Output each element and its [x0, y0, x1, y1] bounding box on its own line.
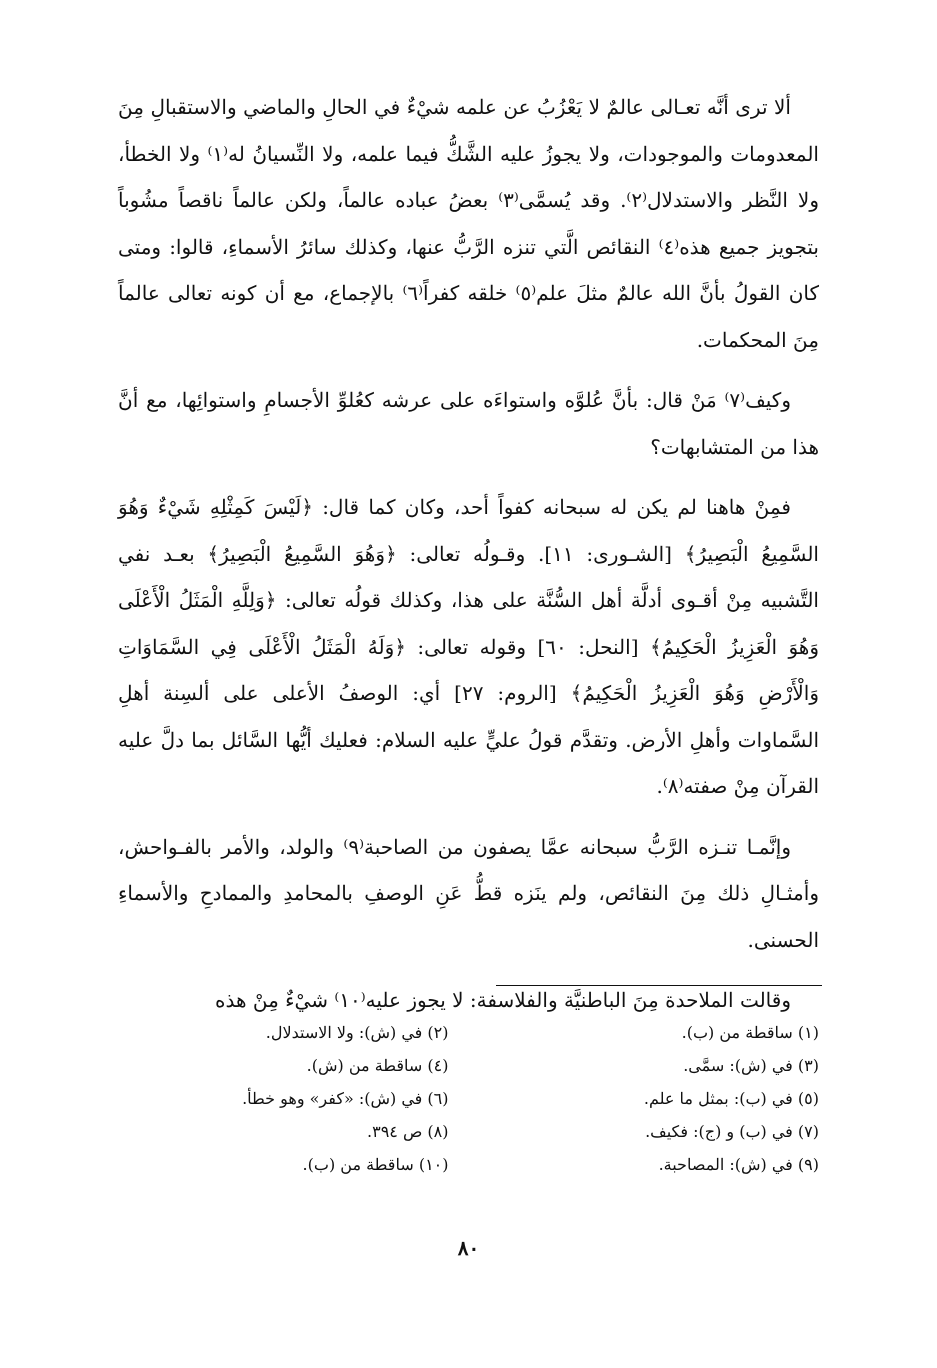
footnote-divider — [496, 985, 822, 986]
footnotes — [118, 1016, 819, 1181]
footnote-4: (٤) ساقطة من (ش). — [306, 1056, 449, 1075]
footnote-8: (٨) ص ٣٩٤. — [367, 1122, 449, 1141]
footnote-10: (١٠) ساقطة من (ب). — [302, 1155, 449, 1174]
footnote-6: (٦) في (ش): «كفر» وهو خطأ. — [242, 1089, 449, 1108]
main-text — [118, 84, 819, 1038]
footnote-5: (٥) في (ب): بمثل ما علم. — [643, 1089, 819, 1108]
paragraph-5: وقالت الملاحدة مِنَ الباطنيَّة والفلاسفة: لا يجوز عليه⁽١٠⁾ شيْءٌ مِنْ هذه — [214, 988, 791, 1012]
paragraph-1: ألا ترى أنَّه تعـالى عالمٌ لا يَعْزُبُ عن علمه شيْءٌ في الحالِ والماضي والاستقبالِ مِنَ المعدومات والموجودات، ولا يجوزُ عليه الشَّكُّ فيما علمه، ولا النِّسيانُ له⁽١⁾ ولا الخطأ، ولا النَّظر والاستدلال⁽٢⁾. وقد يُسمَّى⁽٣⁾ بعضُ عباده عالماً، ولكن عالماً ناقصاً مشُوباً بتجويز جميع هذه⁽٤⁾ النقائص الَّتي تنزه الرَّبُّ عنها، وكذلك سائرُ الأسماءِ، قالوا: ومتى كان القولُ بأنَّ الله عالمٌ مثلَ علم⁽٥⁾ خلقه كفراً⁽٦⁾ بالإجماع، مع أن كونه تعالى عالماً مِنَ المحكمات. — [118, 95, 819, 352]
paragraph-3: فمِنْ هاهنا لم يكن له سبحانه كفواً أحد، وكان كما قال: ﴿لَيْسَ كَمِثْلِهِ شَيْءٌ وَهُوَ السَّمِيعُ الْبَصِيرُ﴾ [الشـورى: ١١]. وقـولُه تعالى: ﴿وَهُوَ السَّمِيعُ الْبَصِيرُ﴾ بعـد نفي التَّشبيه مِنْ أقـوى أدلَّة أهل السُّنَّة على هذا، وكذلك قولُه تعالى: ﴿وَلِلَّهِ الْمَثَلُ الْأَعْلَى وَهُوَ الْعَزِيزُ الْحَكِيمُ﴾ [النحل: ٦٠] وقوله تعالى: ﴿وَلَهُ الْمَثَلُ الْأَعْلَى فِي السَّمَاوَاتِ وَالْأَرْضِ وَهُوَ الْعَزِيزُ الْحَكِيمُ﴾ [الروم: ٢٧] أي: الوصفُ الأعلى على ألسِنة أهلِ السَّماوات وأهلِ الأرض. وتقدَّم قولُ عليٍّ عليه السلام: فعليك أيُّها السَّائل بما دلَّ عليه القرآن مِنْ صفته⁽٨⁾. — [118, 495, 820, 798]
footnote-1: (١) ساقطة من (ب). — [681, 1023, 819, 1042]
paragraph-2: وكيف⁽٧⁾ مَنْ قال: بأنَّ عُلوَّه واستواءَه على عرشه كعُلوِّ الأجسامِ واستوائِها، مع أنَّ هذا من المتشابهات؟ — [118, 388, 819, 459]
footnote-9: (٩) في (ش): المصاحبة. — [658, 1155, 819, 1174]
footnote-2: (٢) في (ش): ولا الاستدلال. — [265, 1023, 449, 1042]
footnote-7: (٧) في (ب) و (ج): فكيف. — [645, 1122, 819, 1141]
paragraph-4: وإنَّمـا تنـزه الرَّبُّ سبحانه عمَّا يصفون من الصاحبة⁽٩⁾ والولد، والأمر بالفـواحش، وأمثـالِ ذلك مِنَ النقائص، ولم ينَزه قطُّ عَنِ الوصفِ بالمحامدِ والممادحِ والأسماءِ الحسنى. — [118, 834, 819, 952]
footnote-3: (٣) في (ش): سمَّى. — [683, 1056, 819, 1075]
page-number: ٨٠ — [457, 1236, 480, 1260]
